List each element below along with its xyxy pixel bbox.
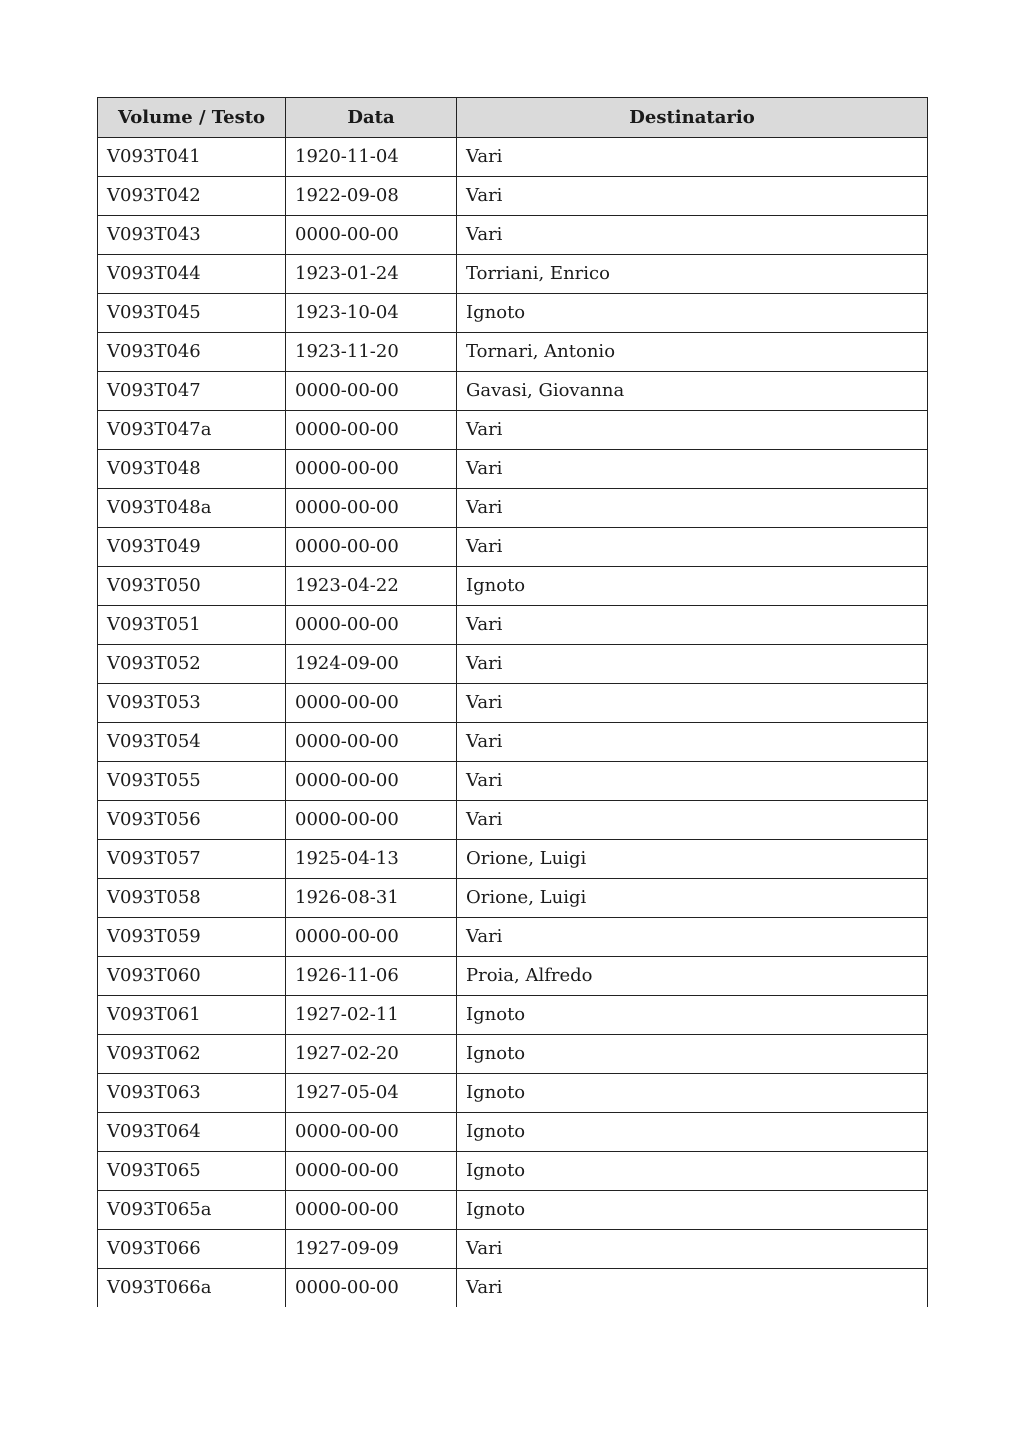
cell-destinatario: Ignoto <box>457 1035 928 1074</box>
table-row <box>98 918 928 957</box>
cell-destinatario: Orione, Luigi <box>457 879 928 918</box>
table-row <box>98 996 928 1035</box>
cell-destinatario: Vari <box>457 528 928 567</box>
cell-data: 0000-00-00 <box>286 216 457 255</box>
cell-volume-testo: V093T045 <box>98 294 286 333</box>
table-row <box>98 255 928 294</box>
cell-volume-testo: V093T048a <box>98 489 286 528</box>
cell-volume-testo: V093T057 <box>98 840 286 879</box>
table-row <box>98 723 928 762</box>
cell-volume-testo: V093T050 <box>98 567 286 606</box>
cell-volume-testo: V093T043 <box>98 216 286 255</box>
cell-volume-testo: V093T058 <box>98 879 286 918</box>
cell-data: 0000-00-00 <box>286 489 457 528</box>
cell-destinatario: Vari <box>457 450 928 489</box>
table-body <box>98 138 928 1308</box>
cell-volume-testo: V093T062 <box>98 1035 286 1074</box>
cell-data: 0000-00-00 <box>286 1191 457 1230</box>
table-row <box>98 1269 928 1308</box>
cell-data: 0000-00-00 <box>286 762 457 801</box>
cell-data: 1922-09-08 <box>286 177 457 216</box>
cell-volume-testo: V093T061 <box>98 996 286 1035</box>
cell-volume-testo: V093T066a <box>98 1269 286 1308</box>
cell-data: 1923-10-04 <box>286 294 457 333</box>
cell-destinatario: Vari <box>457 411 928 450</box>
cell-volume-testo: V093T056 <box>98 801 286 840</box>
cell-volume-testo: V093T044 <box>98 255 286 294</box>
cell-volume-testo: V093T065a <box>98 1191 286 1230</box>
cell-destinatario: Ignoto <box>457 1152 928 1191</box>
cell-destinatario: Vari <box>457 177 928 216</box>
table-header <box>98 98 928 138</box>
header-data: Data <box>286 98 457 138</box>
cell-volume-testo: V093T060 <box>98 957 286 996</box>
cell-destinatario: Vari <box>457 489 928 528</box>
table-row <box>98 567 928 606</box>
cell-destinatario: Vari <box>457 138 928 177</box>
cell-destinatario: Vari <box>457 684 928 723</box>
cell-data: 0000-00-00 <box>286 801 457 840</box>
cell-data: 1924-09-00 <box>286 645 457 684</box>
cell-destinatario: Vari <box>457 1269 928 1308</box>
cell-data: 0000-00-00 <box>286 723 457 762</box>
cell-volume-testo: V093T049 <box>98 528 286 567</box>
table-row <box>98 957 928 996</box>
table-row <box>98 840 928 879</box>
cell-destinatario: Vari <box>457 645 928 684</box>
cell-data: 0000-00-00 <box>286 606 457 645</box>
cell-volume-testo: V093T047a <box>98 411 286 450</box>
cell-destinatario: Ignoto <box>457 996 928 1035</box>
cell-destinatario: Gavasi, Giovanna <box>457 372 928 411</box>
cell-destinatario: Proia, Alfredo <box>457 957 928 996</box>
table-row <box>98 294 928 333</box>
cell-data: 0000-00-00 <box>286 684 457 723</box>
table-row <box>98 450 928 489</box>
cell-data: 0000-00-00 <box>286 450 457 489</box>
cell-data: 0000-00-00 <box>286 1113 457 1152</box>
cell-destinatario: Vari <box>457 762 928 801</box>
table-row <box>98 1230 928 1269</box>
cell-data: 1926-08-31 <box>286 879 457 918</box>
cell-volume-testo: V093T063 <box>98 1074 286 1113</box>
table-row <box>98 333 928 372</box>
cell-destinatario: Vari <box>457 918 928 957</box>
cell-volume-testo: V093T048 <box>98 450 286 489</box>
table-row <box>98 801 928 840</box>
header-destinatario: Destinatario <box>457 98 928 138</box>
cell-data: 1923-04-22 <box>286 567 457 606</box>
table-row <box>98 489 928 528</box>
cell-data: 0000-00-00 <box>286 411 457 450</box>
table-row <box>98 879 928 918</box>
cell-destinatario: Ignoto <box>457 1113 928 1152</box>
table-row <box>98 1035 928 1074</box>
cell-data: 1920-11-04 <box>286 138 457 177</box>
cell-data: 1926-11-06 <box>286 957 457 996</box>
table-row <box>98 1074 928 1113</box>
cell-data: 1927-02-11 <box>286 996 457 1035</box>
cell-destinatario: Tornari, Antonio <box>457 333 928 372</box>
letters-table <box>97 97 928 1307</box>
cell-volume-testo: V093T041 <box>98 138 286 177</box>
cell-data: 1927-05-04 <box>286 1074 457 1113</box>
cell-destinatario: Ignoto <box>457 1191 928 1230</box>
cell-volume-testo: V093T051 <box>98 606 286 645</box>
cell-volume-testo: V093T053 <box>98 684 286 723</box>
cell-destinatario: Vari <box>457 723 928 762</box>
table-row <box>98 1152 928 1191</box>
cell-data: 1923-01-24 <box>286 255 457 294</box>
table-row <box>98 684 928 723</box>
table-row <box>98 645 928 684</box>
cell-destinatario: Vari <box>457 216 928 255</box>
table-row <box>98 762 928 801</box>
table-row <box>98 411 928 450</box>
table-row <box>98 138 928 177</box>
cell-volume-testo: V093T054 <box>98 723 286 762</box>
table-row <box>98 216 928 255</box>
cell-data: 1927-02-20 <box>286 1035 457 1074</box>
cell-data: 0000-00-00 <box>286 1269 457 1308</box>
table-row <box>98 177 928 216</box>
cell-destinatario: Vari <box>457 1230 928 1269</box>
cell-destinatario: Orione, Luigi <box>457 840 928 879</box>
cell-destinatario: Ignoto <box>457 567 928 606</box>
header-volume-testo: Volume / Testo <box>98 98 286 138</box>
table-row <box>98 1113 928 1152</box>
cell-volume-testo: V093T059 <box>98 918 286 957</box>
cell-data: 0000-00-00 <box>286 528 457 567</box>
cell-volume-testo: V093T064 <box>98 1113 286 1152</box>
cell-volume-testo: V093T052 <box>98 645 286 684</box>
cell-data: 0000-00-00 <box>286 372 457 411</box>
cell-destinatario: Ignoto <box>457 294 928 333</box>
table-row <box>98 528 928 567</box>
cell-volume-testo: V093T042 <box>98 177 286 216</box>
table-row <box>98 372 928 411</box>
cell-volume-testo: V093T046 <box>98 333 286 372</box>
cell-destinatario: Vari <box>457 606 928 645</box>
cell-data: 0000-00-00 <box>286 1152 457 1191</box>
header-row <box>98 98 928 138</box>
cell-destinatario: Ignoto <box>457 1074 928 1113</box>
cell-volume-testo: V093T065 <box>98 1152 286 1191</box>
cell-data: 0000-00-00 <box>286 918 457 957</box>
cell-data: 1925-04-13 <box>286 840 457 879</box>
table-row <box>98 606 928 645</box>
cell-data: 1923-11-20 <box>286 333 457 372</box>
cell-destinatario: Torriani, Enrico <box>457 255 928 294</box>
cell-destinatario: Vari <box>457 801 928 840</box>
cell-data: 1927-09-09 <box>286 1230 457 1269</box>
cell-volume-testo: V093T055 <box>98 762 286 801</box>
table-row <box>98 1191 928 1230</box>
cell-volume-testo: V093T066 <box>98 1230 286 1269</box>
cell-volume-testo: V093T047 <box>98 372 286 411</box>
